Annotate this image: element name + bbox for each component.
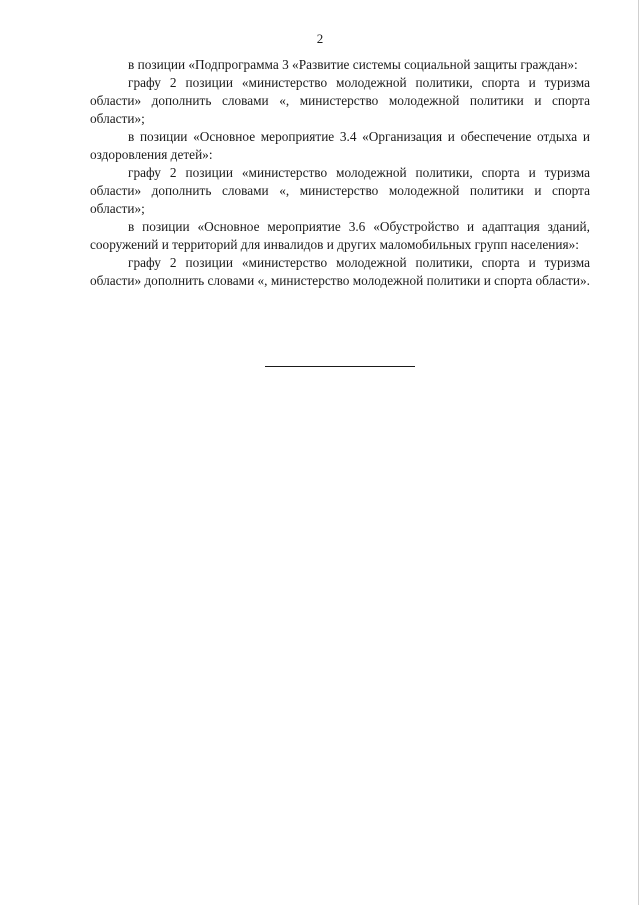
paragraph-amendment-2: графу 2 позиции «министерство молодежной политики, спорта и туризма области» дополнить словами «, министерство молодежной политики и спорта области»; <box>90 165 590 216</box>
scan-edge-line <box>638 0 639 905</box>
paragraph-activity-3-4: в позиции «Основное мероприятие 3.4 «Организация и обеспечение отдыха и оздоровления детей»: <box>90 129 590 162</box>
paragraph-amendment-1: графу 2 позиции «министерство молодежной политики, спорта и туризма области» дополнить словами «, министерство молодежной политики и спорта области»; <box>90 75 590 126</box>
paragraph-activity-3-6: в позиции «Основное мероприятие 3.6 «Обустройство и адаптация зданий, сооружений и территорий для инвалидов и других маломобильных групп населения»: <box>90 219 590 252</box>
page-number: 2 <box>316 31 324 46</box>
document-body <box>90 56 590 290</box>
paragraph-subprogram-3: в позиции «Подпрограмма 3 «Развитие системы социальной защиты граждан»: <box>128 57 578 72</box>
paragraph-amendment-3: графу 2 позиции «министерство молодежной политики, спорта и туризма области» дополнить словами «, министерство молодежной политики и спорта области». <box>90 255 590 288</box>
end-separator-line <box>265 366 415 367</box>
